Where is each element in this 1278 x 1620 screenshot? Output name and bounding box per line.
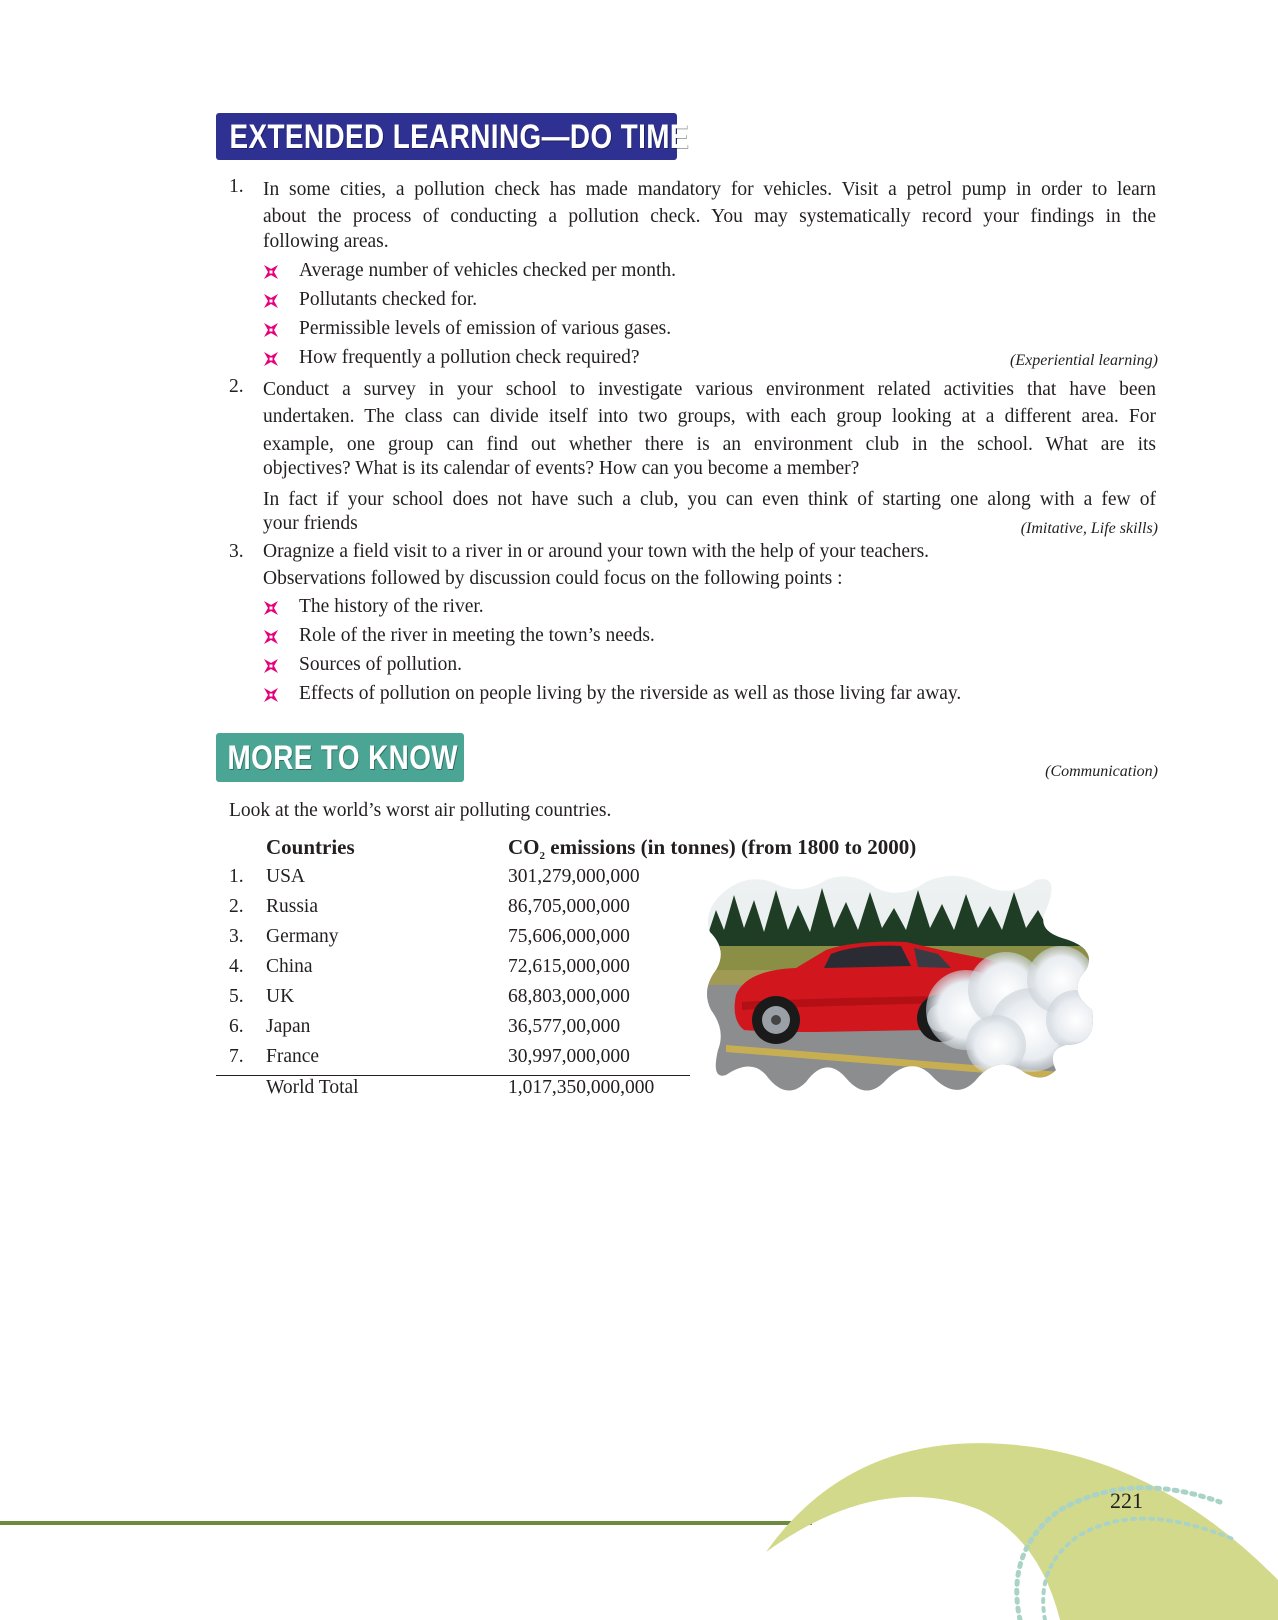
more-intro: Look at the world’s worst air polluting countries. <box>229 800 612 821</box>
item-3-bullet-2: Role of the river in meeting the town’s needs. <box>299 625 655 646</box>
row-7-number: 7. <box>229 1046 244 1067</box>
row-5-number: 5. <box>229 986 244 1007</box>
row-4-value: 72,615,000,000 <box>508 956 630 977</box>
item-2-line-2: undertaken. The class can divide itself into two groups, with each group looking at a different area. For <box>263 406 1156 427</box>
row-1-number: 1. <box>229 866 244 887</box>
row-3-value: 75,606,000,000 <box>508 926 630 947</box>
row-2-country: Russia <box>266 896 319 917</box>
item-2-line-6: your friends <box>263 513 358 534</box>
bullet-icon <box>263 351 279 367</box>
more-tag: (Communication) <box>1045 763 1158 780</box>
bullet-icon <box>263 687 279 703</box>
row-6-country: Japan <box>266 1016 311 1037</box>
more-heading: MORE TO KNOW <box>227 739 459 777</box>
item-1-bullet-3: Permissible levels of emission of various gases. <box>299 318 672 339</box>
column-header-countries: Countries <box>266 835 355 859</box>
total-value: 1,017,350,000,000 <box>508 1077 655 1098</box>
row-3-country: Germany <box>266 926 339 947</box>
item-1-tag: (Experiential learning) <box>1010 352 1158 369</box>
emissions-header-rest: emissions (in tonnes) (from 1800 to 2000) <box>545 835 917 859</box>
item-3-bullet-4: Effects of pollution on people living by the riverside as well as those living far away. <box>299 683 962 704</box>
bullet-icon <box>263 658 279 674</box>
item-2-number: 2. <box>229 376 244 397</box>
bullet-icon <box>263 264 279 280</box>
item-2-line-5: In fact if your school does not have such a club, you can even think of starting one along with a few of <box>263 489 1156 510</box>
bullet-icon <box>263 293 279 309</box>
footer-decoration <box>0 1440 1278 1620</box>
total-label: World Total <box>266 1077 359 1098</box>
row-1-value: 301,279,000,000 <box>508 866 640 887</box>
item-3-number: 3. <box>229 541 244 562</box>
item-2-tag: (Imitative, Life skills) <box>1020 520 1158 537</box>
co-text: CO <box>508 835 540 859</box>
item-1-line-2: about the process of conducting a pollution check. You may systematically record your findings in the <box>263 206 1156 227</box>
row-6-number: 6. <box>229 1016 244 1037</box>
item-1-number: 1. <box>229 176 244 197</box>
row-7-value: 30,997,000,000 <box>508 1046 630 1067</box>
bullet-icon <box>263 629 279 645</box>
row-1-country: USA <box>266 866 306 887</box>
row-2-value: 86,705,000,000 <box>508 896 630 917</box>
item-1-bullet-1: Average number of vehicles checked per month. <box>299 260 677 281</box>
car-smoke-illustration <box>706 870 1098 1102</box>
co2-subscript: 2 <box>539 850 545 863</box>
extended-heading: EXTENDED LEARNING—DO TIME <box>229 118 689 156</box>
row-3-number: 3. <box>229 926 244 947</box>
row-2-number: 2. <box>229 896 244 917</box>
page-number: 221 <box>1110 1488 1143 1513</box>
row-5-country: UK <box>266 986 295 1007</box>
table-total-rule <box>216 1075 690 1076</box>
item-2-line-4: objectives? What is its calendar of events? How can you become a member? <box>263 458 860 479</box>
item-2-line-1: Conduct a survey in your school to investigate various environment related activities that have been <box>263 379 1156 400</box>
item-3-line-1: Oragnize a field visit to a river in or around your town with the help of your teachers. <box>263 541 930 562</box>
row-4-number: 4. <box>229 956 244 977</box>
bullet-icon <box>263 600 279 616</box>
row-5-value: 68,803,000,000 <box>508 986 630 1007</box>
item-2-line-3: example, one group can find out whether there is an environment club in the school. What are its <box>263 434 1156 455</box>
item-1-bullet-4: How frequently a pollution check required? <box>299 347 640 368</box>
item-1-line-3: following areas. <box>263 231 389 252</box>
row-7-country: France <box>266 1046 320 1067</box>
item-1-bullet-2: Pollutants checked for. <box>299 289 478 310</box>
bullet-icon <box>263 322 279 338</box>
row-4-country: China <box>266 956 313 977</box>
item-3-bullet-1: The history of the river. <box>299 596 484 617</box>
item-3-bullet-3: Sources of pollution. <box>299 654 463 675</box>
column-header-emissions <box>508 835 916 862</box>
row-6-value: 36,577,00,000 <box>508 1016 621 1037</box>
item-3-line-2: Observations followed by discussion could focus on the following points : <box>263 568 843 589</box>
item-1-line-1: In some cities, a pollution check has made mandatory for vehicles. Visit a petrol pump in order to learn <box>263 179 1156 200</box>
